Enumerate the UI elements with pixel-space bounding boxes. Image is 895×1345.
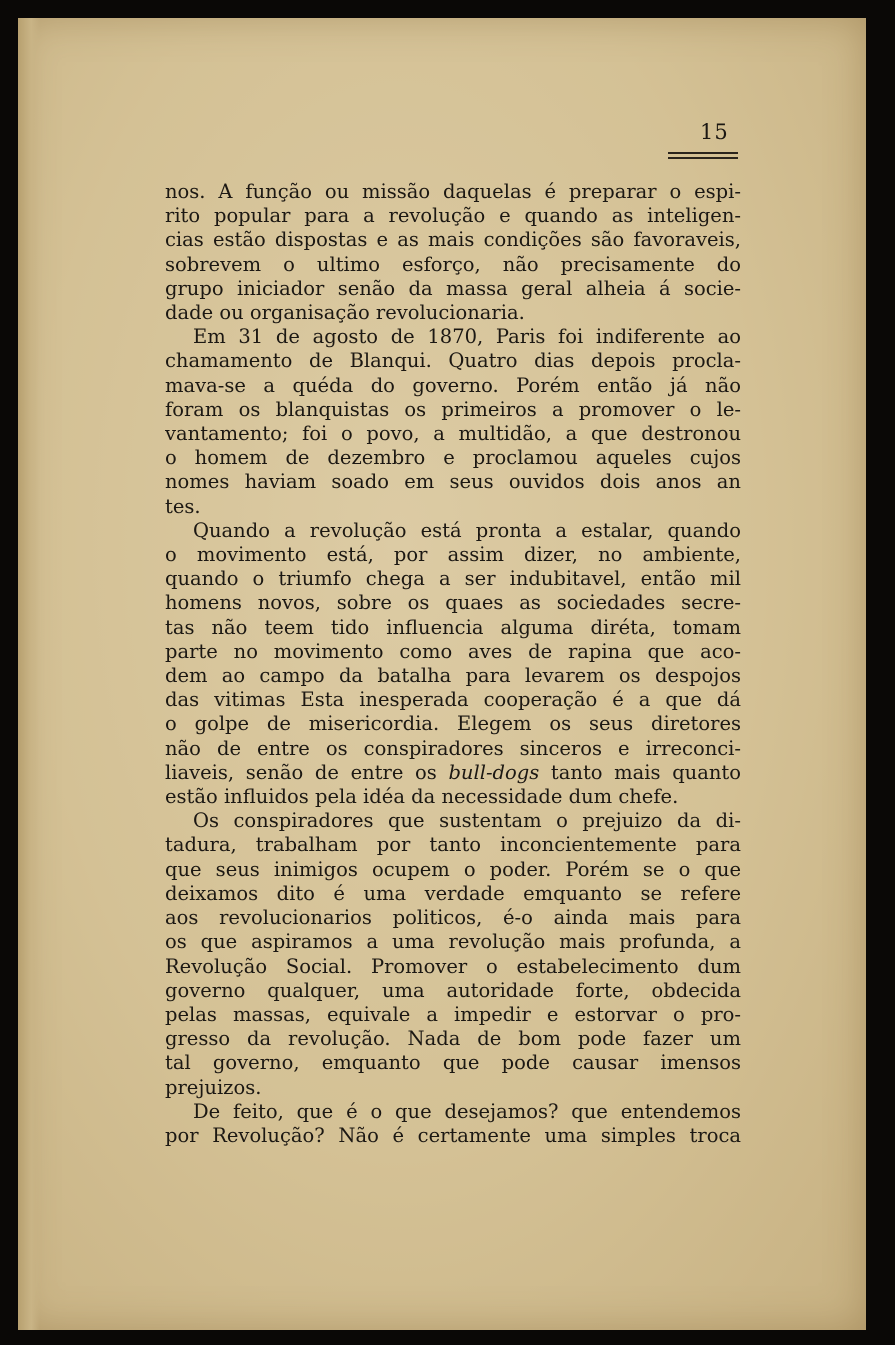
- text-line: [165, 1124, 741, 1148]
- text-line-content: De feito, que é o que desejamos? que entendemos: [193, 1099, 741, 1123]
- text-line-content: governo qualquer, uma autoridade forte, obdecida: [165, 978, 741, 1002]
- text-line: [165, 688, 741, 712]
- binding-gutter: [18, 18, 40, 1330]
- text-line-content: prejuizos.: [165, 1075, 262, 1099]
- text-line-content: dem ao campo da batalha para levarem os despojos: [165, 664, 741, 688]
- text-line-content: chamamento de Blanqui. Quatro dias depois procla-: [165, 349, 741, 373]
- text-line: [165, 979, 741, 1003]
- text-line: [165, 495, 741, 519]
- text-line: [165, 422, 741, 446]
- text-line: [165, 398, 741, 422]
- text-line-content: cias estão dispostas e as mais condições são favoraveis,: [165, 228, 741, 252]
- text-line-content: grupo iniciador senão da massa geral alheia á socie-: [165, 276, 741, 300]
- text-line: [165, 809, 741, 833]
- text-line: [165, 374, 741, 398]
- text-line-content: dade ou organisação revolucionaria.: [165, 301, 525, 325]
- text-line: [165, 761, 741, 785]
- text-line-content: que seus inimigos ocupem o poder. Porém se o que: [165, 857, 741, 881]
- text-line-content: parte no movimento como aves de rapina que aco-: [165, 639, 741, 663]
- text-line-content: rito popular para a revolução e quando as inteligen-: [165, 204, 741, 228]
- text-line: [165, 543, 741, 567]
- text-line-content: Quando a revolução está pronta a estalar, quando: [193, 518, 741, 542]
- text-line: [165, 325, 741, 349]
- text-line-content: tal governo, emquanto que pode causar imensos: [165, 1051, 741, 1075]
- text-line-content: aos revolucionarios politicos, é-o ainda mais para: [165, 906, 741, 930]
- text-line: [165, 180, 741, 204]
- text-line-continuation: tanto mais quanto: [539, 760, 741, 784]
- text-line: [165, 906, 741, 930]
- text-line-content: mava-se a quéda do governo. Porém então já não: [165, 373, 741, 397]
- page-number-rule-bottom: [668, 157, 738, 159]
- text-line-content: Em 31 de agosto de 1870, Paris foi indiferente ao: [193, 325, 741, 349]
- text-line-content: os que aspiramos a uma revolução mais profunda, a: [165, 930, 741, 954]
- text-line: [165, 1003, 741, 1027]
- text-line: [165, 737, 741, 761]
- text-line: [165, 567, 741, 591]
- text-line: [165, 301, 741, 325]
- text-line: [165, 1027, 741, 1051]
- text-line-content: estão influidos pela idéa da necessidade dum chefe.: [165, 785, 679, 809]
- text-line-content: por Revolução? Não é certamente uma simples troca: [165, 1123, 741, 1147]
- text-line: [165, 204, 741, 228]
- italic-term: bull-dogs: [448, 760, 540, 784]
- text-line-content: gresso da revolução. Nada de bom pode fazer um: [165, 1027, 741, 1051]
- text-line: [165, 1051, 741, 1075]
- text-line: [165, 858, 741, 882]
- text-line-content: pelas massas, equivale a impedir e estorvar o pro-: [165, 1002, 741, 1026]
- text-line-content: quando o triumfo chega a ser indubitavel, então mil: [165, 567, 741, 591]
- text-line: [165, 228, 741, 252]
- text-line-content: Revolução Social. Promover o estabelecimento dum: [165, 954, 741, 978]
- text-line: [165, 712, 741, 736]
- text-line-content: nos. A função ou missão daquelas é preparar o espi-: [165, 180, 741, 203]
- body-text: [165, 180, 741, 1148]
- text-line: [165, 616, 741, 640]
- text-line-content: tas não teem tido influencia alguma diréta, tomam: [165, 615, 741, 639]
- text-line: [165, 833, 741, 857]
- text-line-content: tadura, trabalham por tanto inconcientemente para: [165, 833, 741, 857]
- text-line-content: o homem de dezembro e proclamou aqueles cujos: [165, 446, 741, 470]
- text-line: [165, 591, 741, 615]
- text-line-content: nomes haviam soado em seus ouvidos dois anos an: [165, 470, 741, 494]
- text-line-content: sobrevem o ultimo esforço, não precisamente do: [165, 252, 741, 276]
- text-line: [165, 664, 741, 688]
- text-line: [165, 349, 741, 373]
- text-line-content: foram os blanquistas os primeiros a promover o le-: [165, 397, 741, 421]
- page-number: 15: [700, 120, 729, 144]
- text-line: [165, 640, 741, 664]
- text-line-content: o movimento está, por assim dizer, no ambiente,: [165, 543, 741, 567]
- text-line: [165, 446, 741, 470]
- text-line: [165, 955, 741, 979]
- text-line-content: homens novos, sobre os quaes as sociedades secre-: [165, 591, 741, 615]
- page-number-rule-top: [668, 152, 738, 154]
- text-line-content: liaveis, senão de entre os: [165, 760, 437, 784]
- text-line: [165, 785, 741, 809]
- text-line: [165, 253, 741, 277]
- text-line-content: das vitimas Esta inesperada cooperação é a que dá: [165, 688, 741, 712]
- text-line: [165, 277, 741, 301]
- text-line-content: tes.: [165, 494, 201, 518]
- text-line-content: Os conspiradores que sustentam o prejuizo da di-: [193, 809, 741, 833]
- text-line: [165, 882, 741, 906]
- text-line-content: não de entre os conspiradores sinceros e irreconci-: [165, 736, 741, 760]
- text-line: [165, 1076, 741, 1100]
- text-line: [165, 930, 741, 954]
- text-line: [165, 1100, 741, 1124]
- text-line-content: vantamento; foi o povo, a multidão, a que destronou: [165, 422, 741, 446]
- text-line-content: deixamos dito é uma verdade emquanto se refere: [165, 881, 741, 905]
- text-line-content: o golpe de misericordia. Elegem os seus diretores: [165, 712, 741, 736]
- text-line: [165, 470, 741, 494]
- text-line: [165, 519, 741, 543]
